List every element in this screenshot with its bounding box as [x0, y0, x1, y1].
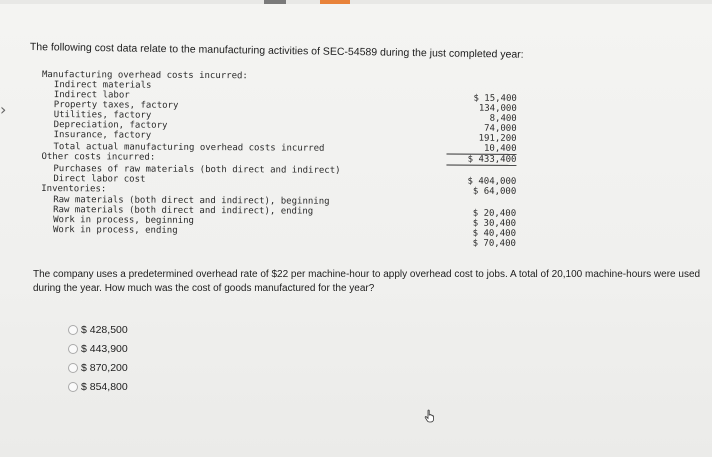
- overhead-total-label: Total actual manufacturing overhead costs incurred: [53, 142, 325, 154]
- answer-options: [68, 320, 128, 396]
- answer-option[interactable]: [68, 339, 128, 358]
- cost-data-table: [41, 70, 522, 273]
- other-cost-label: Purchases of raw materials (both direct and indirect): [53, 164, 341, 176]
- overhead-item-label: Insurance, factory: [53, 130, 152, 141]
- answer-option[interactable]: [68, 320, 128, 339]
- overhead-item-amount: 191,200: [478, 133, 517, 144]
- radio-button[interactable]: [68, 363, 78, 373]
- overhead-item-label: Utilities, factory: [53, 110, 152, 121]
- other-cost-label: Direct labor cost: [53, 174, 146, 185]
- overhead-item-label: Property taxes, factory: [53, 100, 179, 111]
- other-costs-heading: Other costs incurred:: [41, 151, 156, 163]
- radio-button[interactable]: [68, 382, 78, 392]
- overhead-item-label: Depreciation, factory: [53, 120, 168, 131]
- overhead-item-amount: 8,400: [489, 113, 517, 124]
- overhead-item-amount: 134,000: [478, 103, 517, 114]
- inventories-heading: Inventories:: [41, 183, 107, 195]
- top-tab-marker-accent: [320, 0, 350, 4]
- inventory-label: Raw materials (both direct and indirect), beginning: [53, 195, 330, 207]
- inventory-label: Work in process, ending: [52, 225, 178, 236]
- overhead-heading: Manufacturing overhead costs incurred:: [41, 70, 248, 82]
- overhead-item-amount: 74,000: [484, 123, 517, 134]
- overhead-item-amount: 10,400: [446, 143, 516, 154]
- overhead-item-amount: $ 15,400: [473, 93, 517, 104]
- other-cost-amount: $ 64,000: [472, 186, 517, 197]
- hand-pointer-icon: [423, 409, 437, 423]
- answer-option-label: $ 854,800: [81, 380, 128, 393]
- overhead-item-label: Indirect labor: [53, 90, 130, 101]
- answer-option[interactable]: [68, 358, 128, 377]
- top-strip: [0, 0, 712, 4]
- inventory-amount: $ 30,400: [472, 218, 517, 229]
- top-tab-marker: [264, 0, 286, 4]
- inventory-amount: $ 40,400: [472, 228, 517, 239]
- answer-option-label: $ 428,500: [81, 323, 128, 336]
- answer-option-label: $ 443,900: [81, 342, 128, 355]
- overhead-total-amount: $ 433,400: [446, 154, 516, 165]
- inventory-amount: $ 20,400: [472, 208, 517, 219]
- other-cost-amount: $ 404,000: [467, 176, 517, 187]
- chevron-right-icon: ›: [0, 100, 7, 119]
- inventory-amount: $ 70,400: [472, 238, 516, 249]
- inventory-label: Raw materials (both direct and indirect), ending: [53, 205, 314, 217]
- answer-option[interactable]: [68, 377, 128, 396]
- question-text: The company uses a predetermined overhead rate of $22 per machine-hour to apply overhead cost to jobs. A total of 20,100 machine-hours were used during the year. How much was the cost of goods manufactured for the year?: [33, 269, 701, 294]
- inventory-label: Work in process, beginning: [53, 215, 195, 226]
- answer-option-label: $ 870,200: [81, 361, 128, 374]
- radio-button[interactable]: [68, 325, 78, 335]
- overhead-item-label: Indirect materials: [53, 80, 152, 91]
- radio-button[interactable]: [68, 344, 78, 354]
- intro-text: The following cost data relate to the manufacturing activities of SEC-54589 during the just completed year:: [29, 41, 524, 61]
